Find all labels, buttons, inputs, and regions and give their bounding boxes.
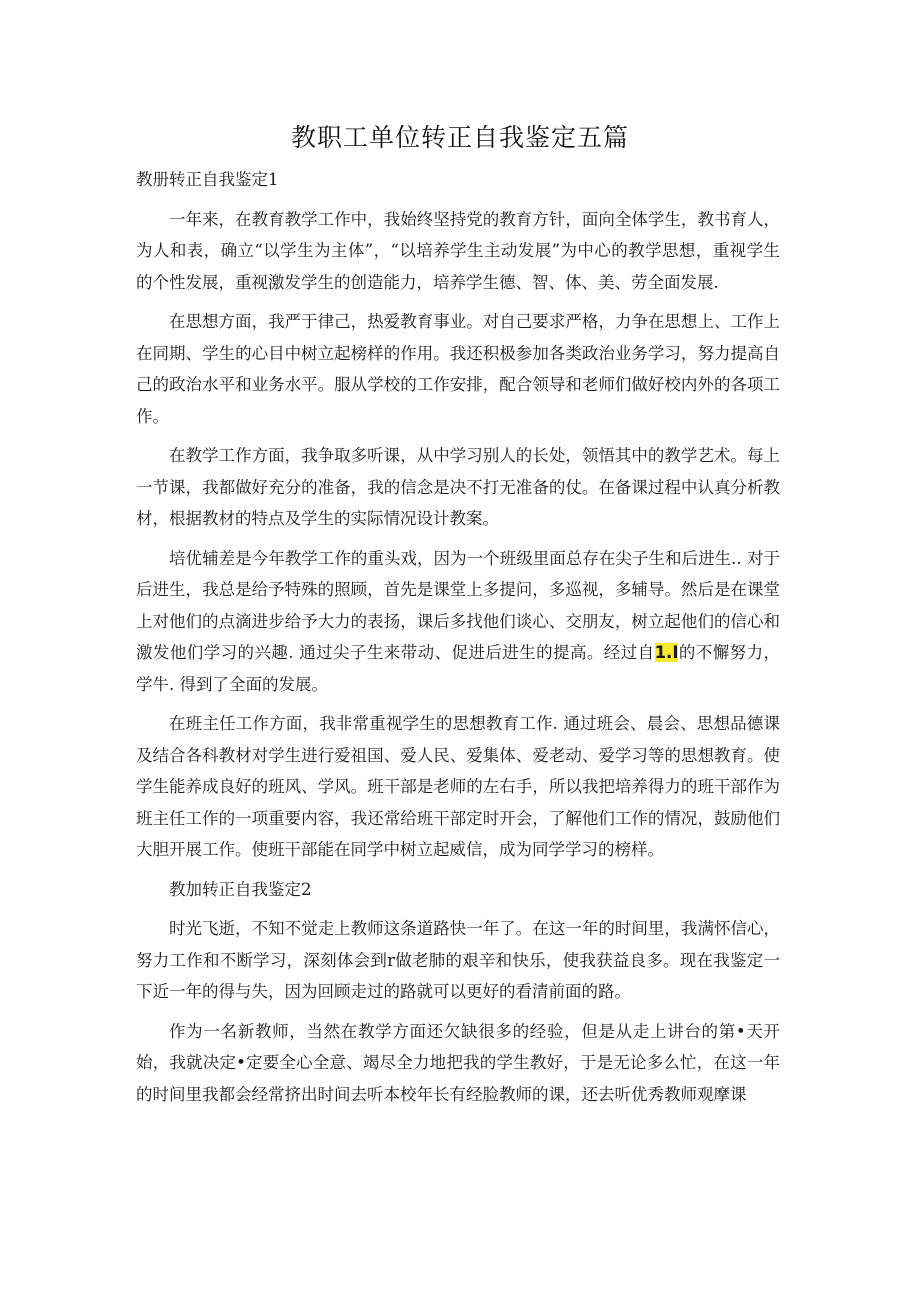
highlighted-text: 1.I	[654, 643, 679, 662]
paragraph: 作为一名新教师，当然在教学方面还欠缺很多的经验，但是从走上讲台的第•天开始，我就决定•定要全心全意、竭尽全力地把我的学生教好，于是无论多么忙，在这一年的时间里我都会经常挤出时间去听本校年长有经脸教师的课，还去听优秀教师观摩课	[136, 1021, 780, 1104]
paragraph: 在思想方面，我严于律己，热爱教育事业。对自己要求严格，力争在思想上、工作上在同期、学生的心目中树立起榜样的作用。我还积极参加各类政治业务学习，努力提高自己的政治水平和业务水平。服从学校的工作安排，配合领导和老师们做好校内外的各项工作。	[136, 312, 780, 426]
paragraph-with-highlight	[136, 543, 780, 701]
document-title: 教职工单位转正自我鉴定五篇	[290, 123, 629, 152]
paragraph-text: 培优辅差是今年教学工作的重头戏，因为一个班级里面总存在尖子生和后进生.. 对于后进生，我总是给予特殊的照顾，首先是课堂上多提问，多巡视，多辅导。然后是在课堂上对他们的点滴进步给予大力的表扬，课后多找他们谈心、交朋友，树立起他们的信心和激发他们学习的兴趣. 通过尖子生来带动、促进后进生的提高。经过自	[136, 548, 780, 662]
paragraph: 在班主任工作方面，我非常重视学生的思想教育工作. 通过班会、晨会、思想品德课及结合各科教材对学生进行爱祖国、爱人民、爱集体、爱老动、爱学习等的思想教育。使学生能养成良好的班风、学风。班干部是老师的左右手，所以我把培养得力的班干部作为班主任工作的一项重要内容，我还常给班干部定时开会，了解他们工作的情况，鼓励他们大胆开展工作。使班干部能在同学中树立起威信，成为同学学习的榜样。	[136, 714, 780, 859]
section-heading-1: 教册转正自我鉴定1	[136, 170, 279, 189]
section-heading-2: 教加转正自我鉴定2	[169, 879, 312, 899]
paragraph: 一年来，在教育教学工作中，我始终坚持党的教育方针，面向全体学生，教书育人，为人和表，确立“以学生为主体”，“以培养学生主动发展”为中心的教学思想，重视学生的个性发展，重视激发学生的创造能力，培养学生德、智、体、美、劳全面发展.	[136, 209, 780, 292]
document-body	[136, 164, 780, 1118]
paragraph: 在教学工作方面，我争取多听课，从中学习别人的长处，领悟其中的教学艺术。每上一节课，我都做好充分的准备，我的信念是决不打无准备的仗。在备课过程中认真分析教材，根据教材的特点及学生的实际情况设计教案。	[136, 446, 780, 528]
paragraph: 时光飞逝，不知不觉走上教师这条道路快一年了。在这一年的时间里，我满怀信心，努力工作和不断学习，深刻体会到r做老肺的艰辛和快乐，使我获益良多。现在我鉴定一下近一年的得与失，因为回顾走过的路就可以更好的看清前面的路。	[136, 919, 780, 1001]
paragraph-text: 的不懈努力，学牛. 得到了全面的发展。	[136, 643, 780, 694]
